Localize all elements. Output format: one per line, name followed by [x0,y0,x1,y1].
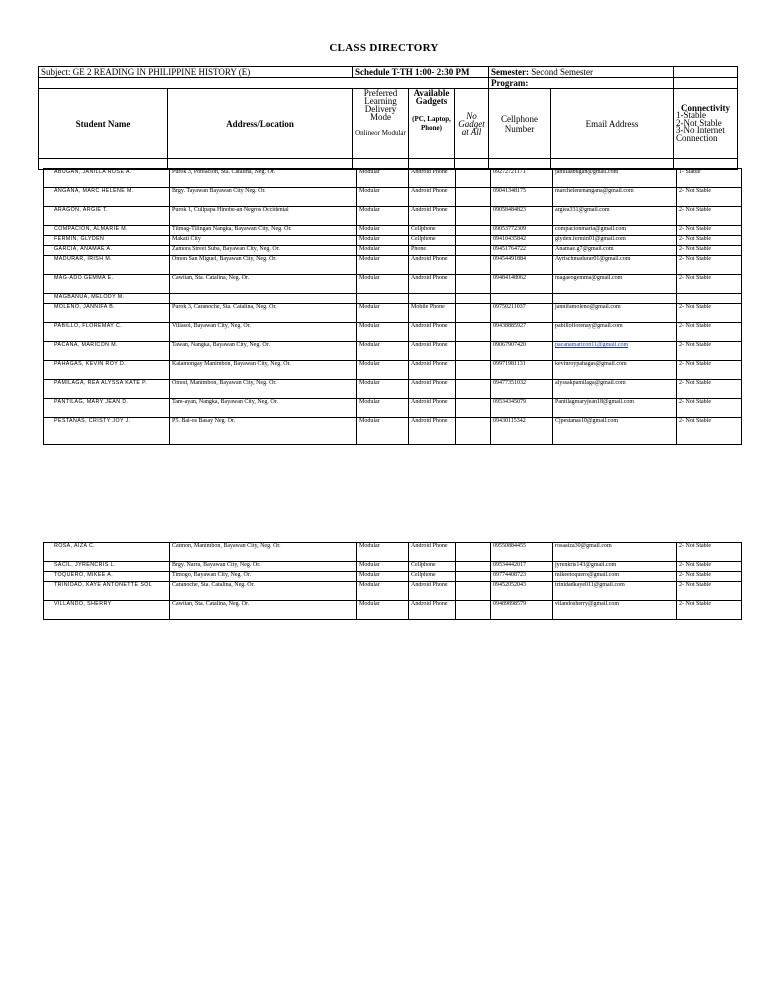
email-cell [553,294,677,304]
no-gadget-cell [456,323,491,342]
no-gadget-cell [456,294,491,304]
cellphone-cell: 09971981131 [491,361,553,380]
no-gadget-cell [456,601,491,620]
gadget-cell: Mobile Phone [409,304,456,323]
student-name-cell: ARAGON, ARGIE T. [44,207,170,226]
connectivity-cell: 2- Not Stable [677,304,742,323]
email-cell: Pantilagmaryjean18@gmail.com [553,399,677,418]
email-cell: alyssakpamilaga@gmail.com [553,380,677,399]
address-cell: Villasol, Bayawan City, Neg. Or. [170,323,357,342]
email-cell: glyden.fermin01@gmail.com [553,236,677,246]
cellphone-cell: 09534442017 [491,562,553,572]
no-gadget-cell [456,236,491,246]
address-cell: Tam-ayan, Nangka, Bayawan City, Neg. Or. [170,399,357,418]
address-cell: Timogo, Bayawan City, Neg. Or. [170,572,357,582]
no-gadget-cell [456,399,491,418]
connectivity-cell: 2- Not Stable [677,342,742,361]
delivery-mode-cell: Modular [357,399,409,418]
email-cell: janillaabugan@gmail.com [553,169,677,188]
connectivity-cell [677,294,742,304]
table-row [44,275,742,294]
student-name-cell: FERMIN, GLYDEN [44,236,170,246]
col-gadget [409,89,455,159]
address-cell: Purok 1, Culipapa Hinobe-an Negros Occidental [170,207,357,226]
table-row [44,601,742,620]
student-name-cell: PABILLO, FLOREMAY C. [44,323,170,342]
cellphone-cell: 09067907420 [491,342,553,361]
no-gadget-cell [456,275,491,294]
semester-extra-cell [674,67,738,78]
col-gadget-top: Available Gadgets [413,88,450,106]
col-gadget-opts: (PC, Laptop, Phone) [412,115,451,132]
table-row [44,169,742,188]
cellphone-cell: 09272721171 [491,169,553,188]
address-cell: Brgy. Narra, Bayawan City, Neg. Or. [170,562,357,572]
connectivity-cell: 2- Not Stable [677,226,742,236]
semester-label: Semester: [491,67,530,77]
email-cell: Ayrischmadurar01@gmail.com [553,256,677,275]
table-row [44,361,742,380]
cellphone-cell: 09451764722 [491,246,553,256]
table-row [44,304,742,323]
address-cell: Zamora Street Suba, Bayawan City, Neg. Or. [170,246,357,256]
table-row [44,543,742,562]
schedule-cell: Schedule T-TH 1:00- 2:30 PM [353,67,489,78]
gadget-cell: Android Phone [409,543,456,562]
student-name-cell: COMPACION, ALMARIE M. [44,226,170,236]
gadget-cell: Android Phone [409,323,456,342]
cellphone-cell [491,294,553,304]
table-row [44,582,742,601]
blank-cell [39,78,489,89]
gadget-cell: Android Phone [409,256,456,275]
delivery-mode-cell: Modular [357,361,409,380]
email-cell: pabilloflorenay@gmail.com [553,323,677,342]
address-cell: Kalamongay Manimbon, Bayawan City, Neg. Or. [170,361,357,380]
email-cell[interactable]: pacanamaricon11@gmail.com [553,342,677,361]
student-name-cell: PAMILAGA, REA ALYSSA KATE P. [44,380,170,399]
col-mode [353,89,409,159]
gadget-cell: Android Phone [409,361,456,380]
col-no-gadget: No Gadget at All [455,89,489,159]
gadget-cell: Android Phone [409,342,456,361]
gadget-cell: Android Phone [409,418,456,445]
gadget-cell: Phone [409,246,456,256]
subject-cell: Subject: GE 2 READING IN PHILIPPINE HISTORY (E) [39,67,353,78]
cellphone-cell: 09484148062 [491,275,553,294]
address-cell: Caranoche, Sta. Catalina, Neg. Or. [170,582,357,601]
table-row [44,294,742,304]
student-name-cell: PAHAGAS, KEVIN ROY D. [44,361,170,380]
no-gadget-cell [456,361,491,380]
address-cell: Catmon, Manimbon, Bayawan City, Neg. Or. [170,543,357,562]
col-mode-opts: Onlineor Modular [355,129,406,137]
cellphone-cell: 09477351032 [491,380,553,399]
table-row [44,236,742,246]
email-cell: trinidadkaye011@gmail.com [553,582,677,601]
connectivity-cell: 2- Not Stable [677,236,742,246]
delivery-mode-cell: Modular [357,236,409,246]
delivery-mode-cell: Modular [357,601,409,620]
delivery-mode-cell: Modular [357,543,409,562]
email-cell: vilandosherry@gmail.com [553,601,677,620]
table-row [44,323,742,342]
connectivity-cell: 2- Not Stable [677,246,742,256]
no-gadget-cell [456,572,491,582]
cellphone-cell: 09454491884 [491,256,553,275]
connectivity-cell: 2- Not Stable [677,582,742,601]
program-extra-cell [674,78,738,89]
no-gadget-cell [456,582,491,601]
delivery-mode-cell: Modular [357,380,409,399]
delivery-mode-cell: Modular [357,246,409,256]
student-name-cell: PACAÑA, MARICON M. [44,342,170,361]
student-name-cell: PANTILAG, MARY JEAN D. [44,399,170,418]
col-address: Address/Location [168,89,353,159]
gadget-cell: Android Phone [409,601,456,620]
email-cell: Anamae.g7@gmail.com [553,246,677,256]
cellphone-cell: 09053772309 [491,226,553,236]
table-row [44,188,742,207]
no-gadget-cell [456,342,491,361]
connectivity-cell: 1- Stable [677,169,742,188]
table-row [44,562,742,572]
delivery-mode-cell: Modular [357,562,409,572]
gadget-cell: Android Phone [409,582,456,601]
email-cell: compacionmaria@gmail.com [553,226,677,236]
delivery-mode-cell: Modular [357,304,409,323]
no-gadget-cell [456,226,491,236]
delivery-mode-cell: Modular [357,342,409,361]
student-name-cell: MOLEÑO, JANNIFA B. [44,304,170,323]
col-cellphone: Cellphone Number [489,89,551,159]
conn-legend-3: 3-No Internet Connection [676,125,725,143]
col-mode-top: Preferred Learning Delivery Mode [363,88,398,122]
connectivity-cell: 2- Not Stable [677,601,742,620]
cellphone-cell: 09550884455 [491,543,553,562]
email-cell: jyrenkris143@gmail.com [553,562,677,572]
connectivity-cell: 2- Not Stable [677,562,742,572]
cellphone-cell: 09750211037 [491,304,553,323]
table-row [44,226,742,236]
table-row [44,399,742,418]
table-row [44,256,742,275]
connectivity-cell: 2- Not Stable [677,207,742,226]
connectivity-cell: 2- Not Stable [677,543,742,562]
address-cell: Tilmag-Tilingan Nangka, Bayawan City, Neg. Or. [170,226,357,236]
address-cell: Purok 3, Caranoche, Sta. Catalina, Neg. Or. [170,304,357,323]
delivery-mode-cell: Modular [357,323,409,342]
col-student-name: Student Name [39,89,168,159]
connectivity-cell: 2- Not Stable [677,418,742,445]
no-gadget-cell [456,304,491,323]
gadget-cell: Android Phone [409,207,456,226]
email-cell: mikeetoquero@gmail.com [553,572,677,582]
gadget-cell: Cellphone [409,572,456,582]
cellphone-cell: 09041348175 [491,188,553,207]
gadget-cell: Android Phone [409,275,456,294]
email-cell: marchelenenangana@gmail.com [553,188,677,207]
conn-title: Connectivity [681,102,731,113]
connectivity-cell: 2- Not Stable [677,572,742,582]
program-cell: Program: [489,78,674,89]
address-cell [170,294,357,304]
connectivity-cell: 2- Not Stable [677,188,742,207]
gadget-cell: Android Phone [409,399,456,418]
student-name-cell: ROSA, AIZA C. [44,543,170,562]
gadget-cell: Cellphone [409,226,456,236]
semester-cell [489,67,674,78]
no-gadget-cell [456,169,491,188]
connectivity-cell: 2- Not Stable [677,275,742,294]
cellphone-cell: 09058484823 [491,207,553,226]
no-gadget-cell [456,188,491,207]
cellphone-cell: 09410435842 [491,236,553,246]
connectivity-cell: 2- Not Stable [677,361,742,380]
cellphone-cell: 09489898579 [491,601,553,620]
table-row [44,246,742,256]
email-cell: jannifamoleno@gmail.com [553,304,677,323]
address-cell: P5. Bal-os Basay Neg. Or. [170,418,357,445]
no-gadget-cell [456,543,491,562]
col-email: Email Address [551,89,674,159]
conn-legend-1: 1-Stable [676,110,707,121]
table-row [44,572,742,582]
no-gadget-cell [456,380,491,399]
page-title: CLASS DIRECTORY [329,42,439,54]
table-row [44,207,742,226]
no-gadget-cell [456,562,491,572]
student-name-cell: MADURAR, IRISH M. [44,256,170,275]
gadget-cell [409,294,456,304]
col-connectivity [674,89,738,159]
email-cell: magaeogemma@gmail.com [553,275,677,294]
delivery-mode-cell: Modular [357,169,409,188]
address-cell: Cawitan, Sta. Catalina, Neg. Or. [170,601,357,620]
table-row [44,342,742,361]
student-name-cell: MAGBANUA, MELODY M. [44,294,170,304]
delivery-mode-cell: Modular [357,256,409,275]
address-cell: Makati City [170,236,357,246]
address-cell: Cawitan, Sta. Catalina, Neg. Or. [170,275,357,294]
table-row [44,418,742,445]
student-name-cell: ANGANA, MARC HELENE M. [44,188,170,207]
delivery-mode-cell: Modular [357,572,409,582]
delivery-mode-cell: Modular [357,275,409,294]
semester-value: Second Semester [529,67,593,77]
connectivity-cell: 2- Not Stable [677,256,742,275]
connectivity-cell: 2- Not Stable [677,323,742,342]
email-cell: rosaaiza30@gmail.com [553,543,677,562]
conn-legend-2: 2-Not Stable [676,117,722,128]
student-name-cell: TOQUERO, MIKEE A. [44,572,170,582]
email-cell: kevinroypahagas@gmail.com [553,361,677,380]
address-cell: Brgy. Tayawan Bayawan City Neg. Or. [170,188,357,207]
delivery-mode-cell: Modular [357,418,409,445]
connectivity-cell: 2- Not Stable [677,399,742,418]
address-cell: Omon San Miguel, Bayawan City, Neg. Or. [170,256,357,275]
gadget-cell: Cellphone [409,236,456,246]
student-table-page-1 [43,168,742,445]
student-name-cell: ABUGAN, JANILLA ROSE A. [44,169,170,188]
student-name-cell: GARCIA, ANAMAE A. [44,246,170,256]
delivery-mode-cell: Modular [357,582,409,601]
gadget-cell: Cellphone [409,562,456,572]
delivery-mode-cell: Modular [357,207,409,226]
cellphone-cell: 09438885927 [491,323,553,342]
cellphone-cell: 09430115342 [491,418,553,445]
connectivity-cell: 2- Not Stable [677,380,742,399]
gadget-cell: Android Phone [409,380,456,399]
cellphone-cell: 09774408723 [491,572,553,582]
no-gadget-cell [456,207,491,226]
no-gadget-cell [456,246,491,256]
delivery-mode-cell: Modular [357,188,409,207]
student-name-cell: TRINIDAD, KAYE ANTONETTE SOL [44,582,170,601]
cellphone-cell: 09452052043 [491,582,553,601]
email-cell: argiea331@gmail.com [553,207,677,226]
gadget-cell: Android Phone [409,169,456,188]
student-name-cell: MAG-ADO GEMMA E. [44,275,170,294]
cellphone-cell: 09534345079 [491,399,553,418]
student-name-cell: VILLANDO, SHERRY [44,601,170,620]
student-table-page-2 [43,542,742,620]
email-cell: Cjpestanas10@gmail.com [553,418,677,445]
student-name-cell: SACIL, JYRENCRIS L. [44,562,170,572]
no-gadget-cell [456,256,491,275]
gadget-cell: Android Phone [409,188,456,207]
address-cell: Purok 3, Poblacion, Sta. Catalina, Neg. Or. [170,169,357,188]
no-gadget-cell [456,418,491,445]
header-table [38,66,738,170]
delivery-mode-cell [357,294,409,304]
address-cell: Tawan, Nangka, Bayawan City, Neg. Or. [170,342,357,361]
student-name-cell: PESTAÑAS, CRISTY JOY J. [44,418,170,445]
table-row [44,380,742,399]
delivery-mode-cell: Modular [357,226,409,236]
address-cell: Omod, Manimbon, Bayawan City, Neg. Or. [170,380,357,399]
